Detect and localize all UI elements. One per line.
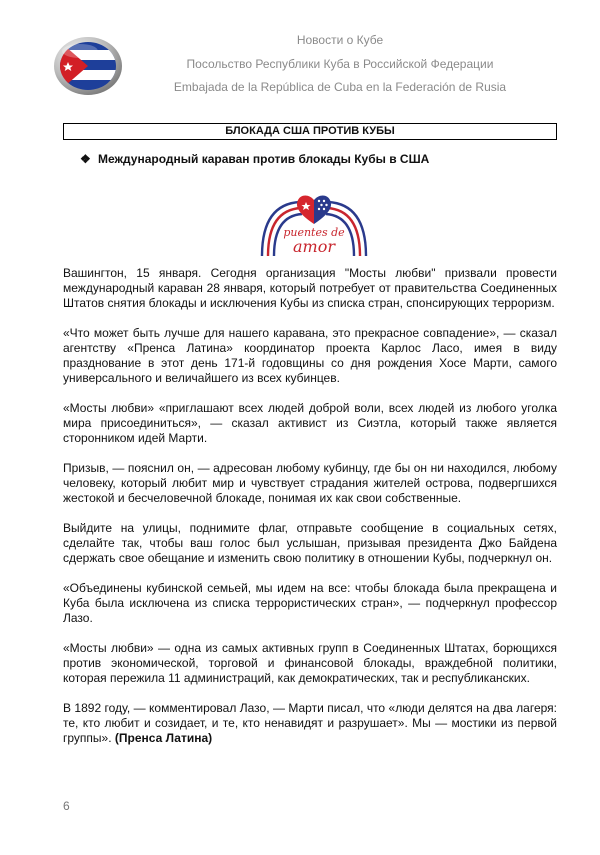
header-embassy-ru: Посольство Республики Куба в Российской Федерации: [186, 57, 494, 71]
article-heading-text: Международный караван против блокады Кубы в США: [98, 152, 430, 166]
logo-text-line1: puentes de: [283, 226, 345, 239]
article-paragraph-text: В 1892 году, — комментировал Лазо, — Марти писал, что «люди делятся на два лагеря: те, кто любит и созидает, и те, кто ненавидят и разрушает». Мы — мостики из первой группы».: [63, 701, 557, 745]
section-title: БЛОКАДА США ПРОТИВ КУБЫ: [63, 123, 557, 140]
article-paragraph: Выйдите на улицы, поднимите флаг, отправьте сообщение в социальных сетях, сделайте так, чтобы ваш голос был услышан, призывая президента Джо Байдена сдержать свое обещание и изменить свою политику в отношении Кубы, подчеркнул он.: [63, 521, 557, 565]
article-paragraph: «Мосты любви» «приглашают всех людей доброй воли, всех людей из любого уголка мира присоединиться», — сказал активист из Сиэтла, который также является сторонником идей Марти.: [63, 401, 557, 445]
logo-text-line2: amor: [293, 237, 335, 256]
article-paragraph-last: [63, 701, 557, 746]
source-credit: (Пренса Латина): [114, 731, 213, 745]
header-embassy-es: Embajada de la República de Cuba en la Federación de Rusia: [173, 80, 507, 94]
article-heading: [80, 152, 429, 166]
article-paragraph: «Объединены кубинской семьей, мы идем на все: чтобы блокада была прекращена и Куба была исключена из списка террористических стран», — подчеркнул профессор Лазо.: [63, 581, 557, 625]
bullet-diamond-icon: ❖: [80, 152, 91, 166]
article-paragraph: Вашингтон, 15 января. Сегодня организация "Мосты любви" призвали провести международный караван 28 января, который потребует от правительства Соединенных Штатов снятия блокады и исключения Кубы из списка стран, спонсирующих терроризм.: [63, 266, 557, 310]
cuban-flag-icon: [52, 35, 124, 97]
article-paragraph: «Что может быть лучше для нашего каравана, это прекрасное совпадение», — сказал агентству «Пренса Латина» координатор проекта Карлос Ласо, имея в виду празднование в этот день 171-й годовщины со дня рождения Хосе Марти, самого универсального и величайшего из всех кубинцев.: [63, 326, 557, 385]
page-number: 6: [63, 799, 70, 813]
puentes-de-amor-logo: [252, 190, 376, 260]
article-paragraph: «Мосты любви» — одна из самых активных групп в Соединенных Штатах, борющихся против экономической, торговой и финансовой блокады, враждебной политики, которая пережила 11 администраций, как демократических, так и республиканских.: [63, 641, 557, 685]
header-title: Новости о Кубе: [296, 33, 384, 47]
article-paragraph: Призыв, — пояснил он, — адресован любому кубинцу, где бы он ни находился, любому человеку, который любит мир и чувствует страдания жителей острова, подвергшихся жестокой и бесчеловечной блокаде, понимая их как свои собственные.: [63, 461, 557, 505]
article-body: [63, 266, 557, 761]
